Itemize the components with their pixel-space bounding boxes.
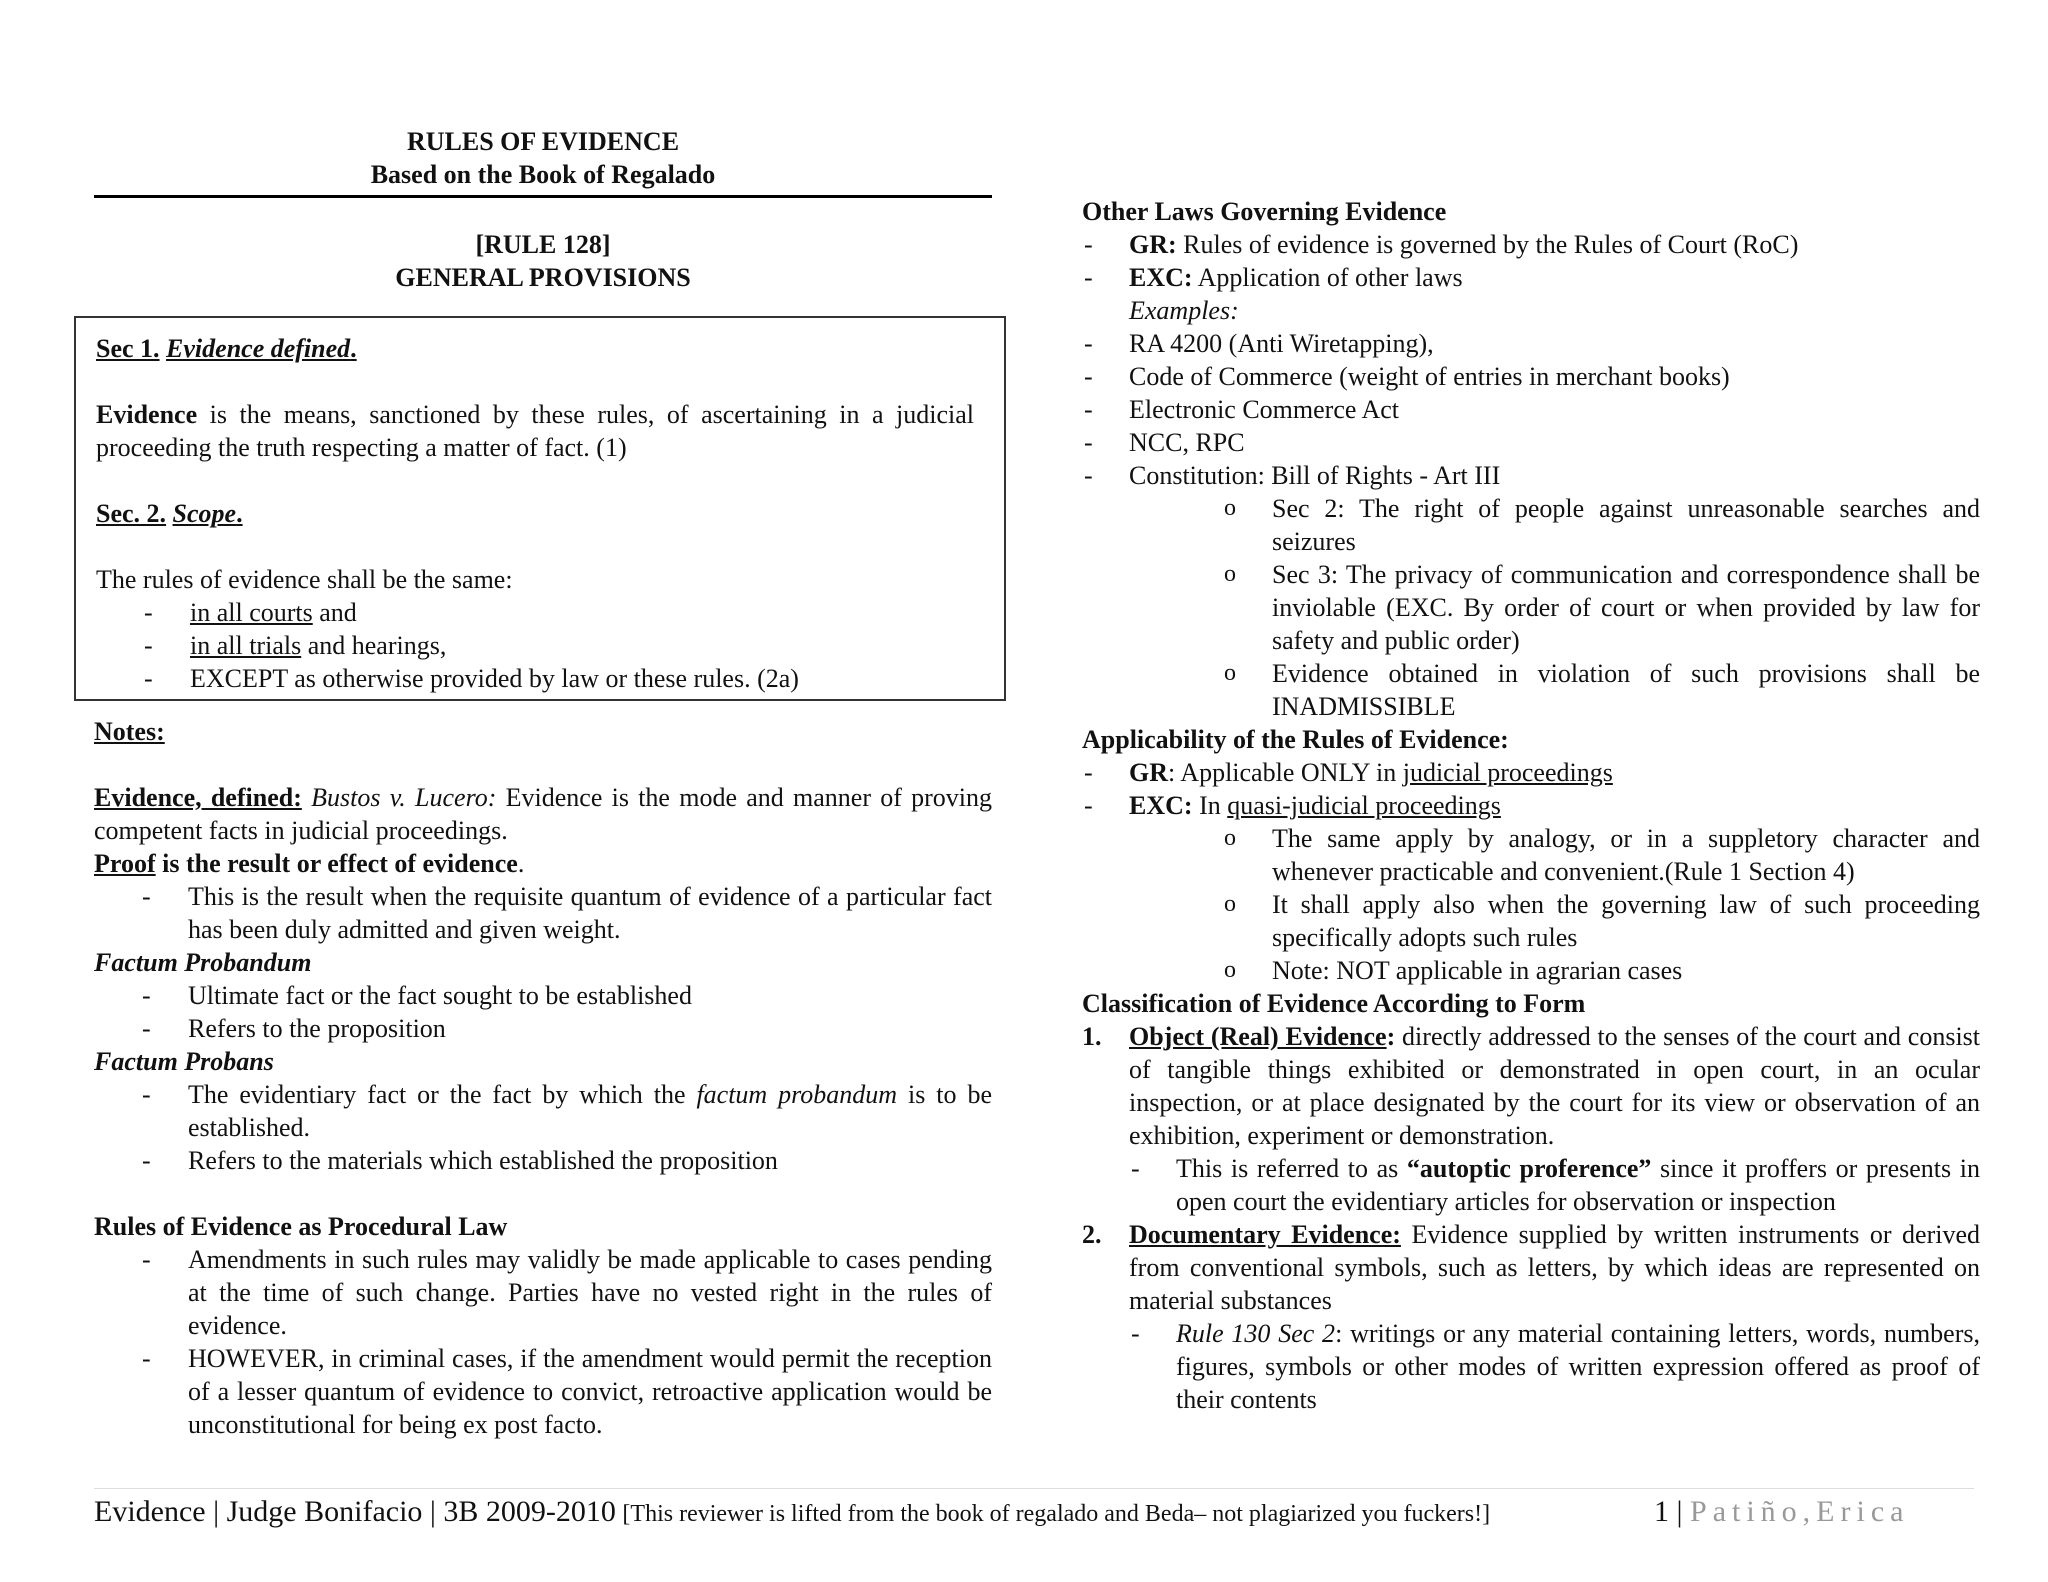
footer-disclaimer: [This reviewer is lifted from the book of regalado and Beda– not plagiarized you fuckers!] bbox=[622, 1501, 1491, 1527]
sec1-text: Evidence is the means, sanctioned by these rules, of ascertaining in a judicial proceeding the truth respecting a matter of fact. (1) bbox=[96, 400, 974, 462]
proof-list bbox=[94, 880, 992, 946]
list-item: - EXC: In quasi-judicial proceedings bbox=[1082, 789, 1980, 822]
constitution-sublist bbox=[1082, 492, 1980, 723]
documentary-evidence-sublist bbox=[1129, 1317, 1980, 1416]
rule-title: GENERAL PROVISIONS bbox=[395, 263, 691, 292]
footer-course: Evidence | Judge Bonifacio | 3B 2009-2010 bbox=[94, 1495, 616, 1528]
applicability-sublist bbox=[1082, 822, 1980, 987]
left-column bbox=[94, 125, 992, 1441]
list-item: - The evidentiary fact or the fact by which the factum probandum is to be established. bbox=[94, 1078, 992, 1144]
list-item: 1. Object (Real) Evidence: directly addressed to the senses of the court and consist of tangible things exhibited or demonstrated in open court, in an ocular inspection, or at place designated by the court for its view or observation of an exhibition, experiment or demonstration. - This is referred to as “autoptic proference” since it proffers or presents in open court the evidentiary articles for observation or inspection bbox=[1082, 1020, 1980, 1218]
list-item: - Refers to the proposition bbox=[94, 1012, 992, 1045]
evidence-defined-note: Evidence, defined: Bustos v. Lucero: Evidence is the mode and manner of proving competent facts in judicial proceedings. bbox=[94, 783, 993, 845]
list-item: - Ultimate fact or the fact sought to be established bbox=[94, 979, 992, 1012]
list-item: o Sec 2: The right of people against unreasonable searches and seizures bbox=[1082, 492, 1980, 558]
right-column bbox=[1082, 195, 1980, 1416]
procedural-law-list bbox=[94, 1243, 992, 1441]
list-item: o Evidence obtained in violation of such provisions shall be INADMISSIBLE bbox=[1082, 657, 1980, 723]
page-footer bbox=[94, 1488, 1974, 1531]
document-subtitle: Based on the Book of Regalado bbox=[370, 160, 716, 189]
document-title: RULES OF EVIDENCE bbox=[406, 127, 680, 156]
proof-note: Proof is the result or effect of evidence. bbox=[94, 849, 525, 878]
sec1-heading: Sec 1. Evidence defined. bbox=[96, 334, 357, 363]
applicability-heading: Applicability of the Rules of Evidence: bbox=[1082, 725, 1509, 754]
list-item: 2. Documentary Evidence: Evidence supplied by written instruments or derived from conventional symbols, such as letters, by which ideas are represented on material substances - Rule 130 Sec 2: writings or any material containing letters, words, numbers, figures, symbols or other modes of written expression offered as proof of their contents bbox=[1082, 1218, 1980, 1416]
list-item: - EXC: Application of other laws bbox=[1082, 261, 1980, 294]
list-item: - Electronic Commerce Act bbox=[1082, 393, 1980, 426]
object-evidence-sublist bbox=[1129, 1152, 1980, 1218]
list-item: - Amendments in such rules may validly be made applicable to cases pending at the time of such change. Parties have no vested right in the rules of evidence. bbox=[94, 1243, 992, 1342]
list-item: o It shall apply also when the governing law of such proceeding specifically adopts such rules bbox=[1082, 888, 1980, 954]
examples-label: Examples: bbox=[1129, 296, 1239, 325]
list-item: - HOWEVER, in criminal cases, if the amendment would permit the reception of a lesser quantum of evidence to convict, retroactive application would be unconstitutional for being ex post facto. bbox=[94, 1342, 992, 1441]
list-item: - GR: Rules of evidence is governed by the Rules of Court (RoC) bbox=[1082, 228, 1980, 261]
notes-heading: Notes: bbox=[94, 717, 165, 746]
footer-author: Patiño,Erica bbox=[1690, 1495, 1910, 1528]
factum-probans-list bbox=[94, 1078, 992, 1177]
page-number: 1 | bbox=[1654, 1495, 1683, 1528]
sec2-heading: Sec. 2. Scope. bbox=[96, 499, 243, 528]
list-item: o Note: NOT applicable in agrarian cases bbox=[1082, 954, 1980, 987]
factum-probans-heading: Factum Probans bbox=[94, 1047, 274, 1076]
examples-list bbox=[1082, 327, 1980, 492]
list-item: - EXCEPT as otherwise provided by law or these rules. (2a) bbox=[96, 662, 974, 695]
factum-probandum-list bbox=[94, 979, 992, 1045]
list-item: - Code of Commerce (weight of entries in merchant books) bbox=[1082, 360, 1980, 393]
other-laws-list bbox=[1082, 228, 1980, 294]
list-item: - RA 4200 (Anti Wiretapping), bbox=[1082, 327, 1980, 360]
list-item: - NCC, RPC bbox=[1082, 426, 1980, 459]
list-item: o The same apply by analogy, or in a suppletory character and whenever practicable and convenient.(Rule 1 Section 4) bbox=[1082, 822, 1980, 888]
sec2-intro: The rules of evidence shall be the same: bbox=[96, 565, 513, 594]
provisions-box bbox=[74, 316, 1006, 701]
list-item: - Rule 130 Sec 2: writings or any material containing letters, words, numbers, figures, symbols or other modes of written expression offered as proof of their contents bbox=[1129, 1317, 1980, 1416]
list-item: - Constitution: Bill of Rights - Art III bbox=[1082, 459, 1980, 492]
factum-probandum-heading: Factum Probandum bbox=[94, 948, 312, 977]
list-item: - in all courts and bbox=[96, 596, 974, 629]
list-item: - Refers to the materials which established the proposition bbox=[94, 1144, 992, 1177]
classification-list bbox=[1082, 1020, 1980, 1416]
list-item: o Sec 3: The privacy of communication and correspondence shall be inviolable (EXC. By order of court or when provided by law for safety and public order) bbox=[1082, 558, 1980, 657]
rule-number: [RULE 128] bbox=[475, 230, 611, 259]
list-item: - This is referred to as “autoptic proference” since it proffers or presents in open court the evidentiary articles for observation or inspection bbox=[1129, 1152, 1980, 1218]
procedural-law-heading: Rules of Evidence as Procedural Law bbox=[94, 1212, 508, 1241]
list-item: - This is the result when the requisite quantum of evidence of a particular fact has been duly admitted and given weight. bbox=[94, 880, 992, 946]
sec2-list bbox=[96, 596, 974, 695]
list-item: - in all trials and hearings, bbox=[96, 629, 974, 662]
footer-page bbox=[1654, 1495, 1909, 1528]
applicability-list bbox=[1082, 756, 1980, 822]
classification-heading: Classification of Evidence According to Form bbox=[1082, 989, 1586, 1018]
list-item: - GR: Applicable ONLY in judicial proceedings bbox=[1082, 756, 1980, 789]
other-laws-heading: Other Laws Governing Evidence bbox=[1082, 197, 1447, 226]
